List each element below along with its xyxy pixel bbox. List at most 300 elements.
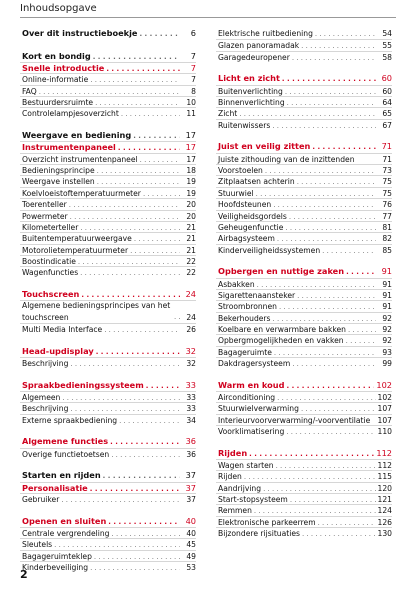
toc-chapter-entry[interactable] <box>20 130 196 141</box>
toc-entry-page: 33 <box>186 404 196 414</box>
toc-entry[interactable] <box>20 357 196 368</box>
toc-leader-dots <box>289 212 376 221</box>
toc-entry[interactable] <box>216 51 392 62</box>
toc-entry-page: 21 <box>186 222 196 232</box>
toc-entry[interactable] <box>20 538 196 549</box>
toc-entry[interactable] <box>20 266 196 277</box>
toc-leader-dots <box>130 246 180 255</box>
toc-entry[interactable] <box>216 504 392 515</box>
toc-entry[interactable] <box>20 96 196 107</box>
toc-leader-dots <box>292 359 376 368</box>
toc-entry-page: 24 <box>186 312 196 322</box>
toc-entry-title: Sigarettenaansteker <box>218 290 296 300</box>
toc-entry[interactable] <box>216 164 392 175</box>
toc-entry-page: 24 <box>185 288 196 299</box>
toc-right-column <box>216 28 392 538</box>
toc-entry-title: Algemeen <box>22 393 61 402</box>
toc-entry[interactable] <box>216 232 392 243</box>
toc-chapter-entry[interactable] <box>216 141 392 152</box>
toc-entry-title: Starten en rijden <box>22 470 101 481</box>
toc-leader-dots <box>285 87 376 96</box>
toc-entry[interactable] <box>216 470 392 481</box>
toc-entry[interactable] <box>20 164 196 175</box>
toc-entry-page: 54 <box>382 29 392 38</box>
toc-entry[interactable] <box>20 85 196 96</box>
toc-entry-page: 20 <box>186 200 196 210</box>
toc-leader-dots <box>94 552 180 561</box>
toc-entry-title: Interieurvoorverwarming/-voorventilatie <box>218 415 371 425</box>
toc-entry-page: 7 <box>190 50 196 61</box>
toc-entry-title: Remmen <box>218 506 252 516</box>
toc-entry-page: 7 <box>191 75 196 85</box>
toc-entry-page: 67 <box>382 120 392 130</box>
toc-leader-dots <box>272 121 376 130</box>
section-gap <box>216 368 392 379</box>
toc-entry-title: Bagageruimteklep <box>22 551 92 561</box>
toc-entry-title: Buitentemperatuurweergave <box>22 234 132 244</box>
toc-entry[interactable] <box>20 221 196 232</box>
toc-entry[interactable] <box>216 210 392 221</box>
toc-entry-page: 91 <box>382 279 392 289</box>
toc-entry-title: Beschrijving <box>22 358 69 368</box>
toc-entry[interactable] <box>216 107 392 118</box>
toc-chapter-entry[interactable] <box>216 266 392 277</box>
toc-entry[interactable] <box>216 391 392 402</box>
toc-entry-page: 34 <box>186 415 196 425</box>
toc-entry-title: Motorolietemperatuurmeter <box>22 245 129 255</box>
toc-entry-title: Weergave en bediening <box>22 130 132 141</box>
toc-entry-title: Voorstoelen <box>218 166 263 176</box>
toc-entry-title: Touchscreen <box>22 288 80 299</box>
toc-entry-title: Instrumentenpaneel <box>22 142 116 153</box>
toc-entry-page: 91 <box>381 266 392 277</box>
toc-leader-dots <box>346 336 376 345</box>
toc-entry[interactable] <box>216 278 392 289</box>
toc-entry-title: Glazen panoramadak <box>218 41 300 51</box>
toc-entry-page: 107 <box>377 404 392 414</box>
toc-leader-dots <box>254 506 376 515</box>
toc-entry-page: 92 <box>382 336 392 346</box>
toc-leader-dots <box>80 223 180 232</box>
toc-entry[interactable] <box>20 244 196 255</box>
section-gap <box>216 130 392 141</box>
toc-entry[interactable] <box>216 28 392 39</box>
toc-entry-page: 21 <box>186 245 196 255</box>
toc-entry-page: 49 <box>186 551 196 561</box>
toc-entry-page: 20 <box>186 211 196 221</box>
toc-entry-page: 81 <box>382 222 392 232</box>
toc-entry-title: Over dit instructieboekje <box>22 28 138 38</box>
toc-leader-dots <box>97 166 180 175</box>
toc-leader-dots <box>70 404 180 413</box>
header-title: Inhoudsopgave <box>20 3 97 14</box>
toc-leader-dots <box>140 155 180 164</box>
toc-leader-dots <box>90 484 180 493</box>
toc-leader-dots <box>244 472 376 481</box>
toc-entry[interactable] <box>216 300 392 311</box>
toc-entry-page: 32 <box>185 345 196 356</box>
toc-leader-dots <box>106 64 180 73</box>
toc-entry-title: Koelvloeistoftemperatuurmeter <box>22 188 141 198</box>
toc-entry-page: 33 <box>186 393 196 402</box>
toc-entry-page: 71 <box>382 154 392 164</box>
toc-leader-dots <box>112 529 181 538</box>
toc-entry-title: Online-informatie <box>22 75 89 85</box>
toc-leader-dots <box>301 41 376 50</box>
toc-leader-dots <box>81 290 180 300</box>
toc-leader-dots <box>277 393 375 402</box>
toc-entry[interactable] <box>216 244 392 255</box>
toc-entry[interactable] <box>20 561 196 572</box>
toc-leader-dots <box>348 325 376 334</box>
toc-entry-page: 112 <box>377 461 392 471</box>
toc-entry-page: 6 <box>190 28 196 38</box>
toc-chapter-entry[interactable] <box>216 448 392 459</box>
toc-entry-page: 82 <box>382 234 392 244</box>
toc-entry[interactable] <box>20 107 196 118</box>
toc-entry-page: 85 <box>382 245 392 255</box>
toc-entry[interactable] <box>20 255 196 266</box>
section-gap <box>216 62 392 73</box>
toc-leader-dots <box>279 302 376 311</box>
toc-entry-page: 32 <box>186 358 196 368</box>
toc-entry-title: Snelle introductie <box>22 63 105 74</box>
toc-entry[interactable] <box>216 346 392 357</box>
toc-entry-title: Airconditioning <box>218 393 276 402</box>
toc-chapter-entry[interactable] <box>216 380 392 391</box>
toc-entry-title: Airbagsysteem <box>218 234 275 244</box>
toc-entry-title: Stuurwielverwarming <box>218 404 299 414</box>
toc-entry-page: 22 <box>186 268 196 278</box>
toc-entry-title: Ruitenwissers <box>218 120 271 130</box>
toc-entry-title: Bagageruimte <box>218 347 272 357</box>
toc-entry[interactable] <box>216 527 392 538</box>
toc-entry-page: 22 <box>186 256 196 266</box>
toc-leader-dots <box>301 404 376 413</box>
toc-entry-page: 36 <box>186 449 196 459</box>
toc-entry-page: 10 <box>186 98 196 108</box>
toc-entry-title: Licht en zicht <box>218 73 280 84</box>
toc-entry-page: 76 <box>382 200 392 210</box>
toc-chapter-entry[interactable] <box>20 482 196 493</box>
toc-entry[interactable] <box>216 334 392 345</box>
toc-entry-title: Elektrische ruitbediening <box>218 29 313 38</box>
toc-entry[interactable] <box>216 175 392 186</box>
toc-entry[interactable] <box>20 73 196 84</box>
toc-entry-page: 17 <box>185 142 196 153</box>
toc-leader-dots <box>143 189 180 198</box>
toc-entry-title: Algemene bedieningsprincipes van het touchscreen <box>22 301 171 322</box>
toc-leader-dots <box>96 347 180 357</box>
toc-entry-page: 92 <box>382 324 392 334</box>
toc-entry-page: 36 <box>185 436 196 447</box>
toc-entry-page: 121 <box>377 495 392 505</box>
toc-entry[interactable] <box>216 402 392 413</box>
toc-entry-page: 55 <box>382 41 392 51</box>
toc-entry[interactable] <box>20 448 196 459</box>
toc-chapter-entry[interactable] <box>20 141 196 152</box>
toc-leader-dots <box>297 291 376 300</box>
toc-entry-page: 26 <box>186 324 196 334</box>
toc-leader-dots <box>70 359 180 368</box>
toc-entry-title: Hoofdsteunen <box>218 200 272 210</box>
toc-entry-title: Kinderbeveiliging <box>22 563 89 573</box>
toc-entry-page: 37 <box>186 495 196 505</box>
toc-entry-title: Kinderveiligheidssystemen <box>218 245 321 255</box>
toc-entry-page: 40 <box>186 529 196 539</box>
toc-entry[interactable] <box>20 493 196 504</box>
toc-chapter-entry[interactable] <box>20 470 196 481</box>
toc-entry-page: 102 <box>376 379 392 390</box>
toc-entry-title: Controlelampjesoverzicht <box>22 109 119 119</box>
toc-leader-dots <box>95 98 180 107</box>
toc-entry-page: 77 <box>382 211 392 221</box>
toc-entry-title: Veiligheidsgordels <box>218 211 287 221</box>
toc-entry-title: Head-updisplay <box>22 345 94 356</box>
toc-entry-title: Asbakken <box>218 279 255 289</box>
toc-entry-title: Warm en koud <box>218 379 285 390</box>
toc-leader-dots <box>257 280 376 289</box>
toc-entry-title: Personalisatie <box>22 482 88 493</box>
toc-entry-page: 102 <box>377 393 392 402</box>
toc-entry-page: 8 <box>191 86 196 96</box>
toc-entry-title: Aandrijving <box>218 483 262 493</box>
toc-entry-title: Buitenverlichting <box>218 86 283 96</box>
toc-chapter-entry[interactable] <box>20 346 196 357</box>
toc-leader-dots <box>103 471 180 481</box>
toc-entry[interactable] <box>20 391 196 402</box>
toc-entry[interactable] <box>216 323 392 334</box>
toc-entry-page: 124 <box>377 506 392 516</box>
toc-entry[interactable] <box>216 85 392 96</box>
toc-entry-title: Elektronische parkeerrem <box>218 517 316 527</box>
toc-entry-page: 17 <box>186 154 196 164</box>
toc-entry-page: 33 <box>185 379 196 390</box>
toc-entry[interactable] <box>20 210 196 221</box>
toc-entry[interactable] <box>20 527 196 538</box>
toc-entry-page: 91 <box>382 302 392 312</box>
toc-chapter-entry[interactable] <box>20 289 196 300</box>
toc-entry[interactable] <box>20 414 196 425</box>
toc-entry[interactable] <box>216 198 392 209</box>
toc-leader-dots <box>302 529 376 538</box>
toc-entry[interactable] <box>216 414 392 425</box>
toc-entry[interactable] <box>216 357 392 368</box>
toc-leader-dots <box>286 381 374 391</box>
toc-entry-page: 120 <box>377 483 392 493</box>
toc-entry-title: Openen en sluiten <box>22 515 107 526</box>
toc-entry-title: Toerenteller <box>22 200 67 210</box>
toc-leader-dots <box>346 267 376 277</box>
toc-entry-title: Bekerhouders <box>218 313 271 323</box>
toc-entry[interactable] <box>216 312 392 323</box>
toc-leader-dots <box>78 257 180 266</box>
toc-entry[interactable] <box>216 119 392 130</box>
toc-leader-dots <box>315 29 376 39</box>
toc-entry-title: Multi Media Interface <box>22 324 103 334</box>
toc-entry-title: Algemene functies <box>22 436 109 447</box>
toc-leader-dots <box>133 131 180 141</box>
toc-entry-page: 126 <box>377 517 392 527</box>
toc-leader-dots <box>292 53 376 62</box>
toc-leader-dots <box>285 223 376 232</box>
toc-leader-dots <box>322 246 376 255</box>
section-gap <box>20 504 196 515</box>
toc-entry-page: 11 <box>186 109 196 119</box>
toc-entry-page: 64 <box>382 98 392 108</box>
toc-chapter-entry[interactable] <box>20 51 196 62</box>
toc-leader-dots <box>70 212 180 221</box>
toc-chapter-entry[interactable] <box>20 62 196 73</box>
toc-entry-page: 115 <box>377 472 392 482</box>
toc-entry-page: 58 <box>382 52 392 62</box>
toc-leader-dots <box>286 427 375 436</box>
toc-entry-title: Stroombronnen <box>218 302 277 312</box>
toc-entry-title: Rijden <box>218 472 242 482</box>
section-gap <box>20 368 196 379</box>
toc-leader-dots <box>249 449 374 459</box>
toc-leader-dots <box>119 416 180 425</box>
toc-entry-title: Stuurwiel <box>218 188 254 198</box>
toc-leader-dots <box>61 495 180 504</box>
toc-entry[interactable] <box>216 39 392 50</box>
toc-entry[interactable] <box>216 221 392 232</box>
section-gap <box>20 278 196 289</box>
toc-leader-dots <box>108 517 180 527</box>
toc-entry[interactable] <box>216 482 392 493</box>
toc-entry-page: 71 <box>381 141 392 152</box>
toc-entry[interactable] <box>20 187 196 198</box>
toc-leader-dots <box>287 98 376 107</box>
toc-entry-page: 60 <box>382 86 392 96</box>
toc-leader-dots <box>265 166 376 175</box>
toc-entry[interactable] <box>216 289 392 300</box>
section-gap <box>20 425 196 436</box>
toc-leader-dots <box>282 74 376 84</box>
toc-leader-dots <box>39 87 180 96</box>
toc-entry[interactable] <box>216 96 392 107</box>
toc-entry-title: Weergave instellen <box>22 177 95 187</box>
toc-entry-page: 37 <box>185 482 196 493</box>
toc-entry-page: 21 <box>186 234 196 244</box>
toc-left-column <box>20 28 196 573</box>
toc-entry[interactable] <box>20 550 196 561</box>
toc-entry-page: 75 <box>382 177 392 187</box>
toc-leader-dots <box>54 540 180 549</box>
toc-entry[interactable] <box>216 187 392 198</box>
toc-entry-page: 18 <box>186 166 196 176</box>
toc-leader-dots <box>69 200 180 209</box>
toc-entry-page: 7 <box>190 63 196 74</box>
toc-entry-title: Koelbare en verwarmbare bakken <box>218 324 346 334</box>
toc-entry-title: Gebruiker <box>22 495 60 505</box>
section-gap <box>20 334 196 345</box>
toc-leader-dots <box>277 234 376 243</box>
toc-entry-title: Zitplaatsen achterin <box>218 177 295 187</box>
toc-entry-title: Binnenverlichting <box>218 98 285 108</box>
toc-entry-page: 99 <box>382 358 392 368</box>
toc-leader-dots <box>121 109 180 118</box>
toc-entry[interactable] <box>20 300 196 323</box>
section-gap <box>216 255 392 266</box>
toc-leader-dots <box>90 75 180 84</box>
toc-leader-dots <box>97 177 180 186</box>
toc-leader-dots <box>111 450 180 459</box>
toc-entry[interactable] <box>20 175 196 186</box>
toc-leader-dots <box>174 312 180 323</box>
toc-entry-title: Start-stopsysteem <box>218 495 288 505</box>
toc-entry-page: 60 <box>381 73 392 84</box>
toc-entry[interactable] <box>216 425 392 436</box>
toc-entry[interactable] <box>20 402 196 413</box>
toc-leader-dots <box>318 518 376 527</box>
page-header <box>20 3 396 18</box>
toc-entry-title: Opbergen en nuttige zaken <box>218 266 345 277</box>
toc-entry-title: FAQ <box>22 86 37 96</box>
toc-chapter-entry[interactable] <box>20 516 196 527</box>
toc-entry-page: 75 <box>382 188 392 198</box>
toc-leader-dots <box>290 495 376 504</box>
toc-entry[interactable] <box>216 493 392 504</box>
toc-leader-dots <box>256 189 376 198</box>
toc-entry-page: 40 <box>185 515 196 526</box>
toc-entry-page: 65 <box>382 109 392 119</box>
toc-leader-dots <box>118 143 180 152</box>
toc-leader-dots <box>276 461 376 470</box>
toc-entry[interactable] <box>20 198 196 209</box>
toc-entry-title: Spraakbedieningssysteem <box>22 379 144 390</box>
toc-chapter-entry[interactable] <box>20 436 196 447</box>
section-gap <box>216 436 392 447</box>
toc-entry[interactable] <box>216 459 392 470</box>
toc-entry[interactable] <box>20 232 196 243</box>
toc-entry-title: Sleutels <box>22 540 53 550</box>
toc-leader-dots <box>297 177 376 186</box>
toc-entry-title: Bijzondere rijsituaties <box>218 529 300 539</box>
toc-entry-page: 91 <box>382 290 392 300</box>
toc-entry-page: 53 <box>186 563 196 573</box>
toc-leader-dots <box>93 52 180 62</box>
toc-leader-dots <box>134 234 180 243</box>
toc-entry-page: 73 <box>382 166 392 176</box>
toc-chapter-entry[interactable] <box>216 73 392 84</box>
toc-entry[interactable] <box>20 153 196 164</box>
section-gap <box>20 39 196 50</box>
toc-entry-title: Juist en veilig zitten <box>218 141 311 152</box>
toc-entry-page: 45 <box>186 540 196 550</box>
toc-leader-dots <box>274 348 376 357</box>
toc-entry-title: Externe spraakbediening <box>22 415 118 425</box>
toc-chapter-entry[interactable] <box>20 28 196 39</box>
toc-entry-title: Opbergmogelijkheden en vakken <box>218 336 344 346</box>
toc-entry-page: 107 <box>377 415 392 425</box>
toc-entry-title: Beschrijving <box>22 404 69 414</box>
toc-entry[interactable] <box>20 323 196 334</box>
toc-chapter-entry[interactable] <box>20 380 196 391</box>
toc-entry[interactable] <box>216 516 392 527</box>
toc-entry-title: Juiste zithouding van de inzittenden <box>218 154 355 164</box>
toc-leader-dots <box>104 325 180 334</box>
toc-entry-title: Zicht <box>218 109 238 119</box>
toc-entry-page: 130 <box>377 529 392 539</box>
toc-entry-title: Wagenfuncties <box>22 268 79 278</box>
section-gap <box>20 119 196 130</box>
toc-entry-title: Geheugenfunctie <box>218 222 284 232</box>
toc-entry-title: Overzicht instrumentenpaneel <box>22 154 138 164</box>
toc-leader-dots <box>90 563 180 572</box>
toc-entry-page: 92 <box>382 313 392 323</box>
toc-entry[interactable] <box>216 153 392 164</box>
